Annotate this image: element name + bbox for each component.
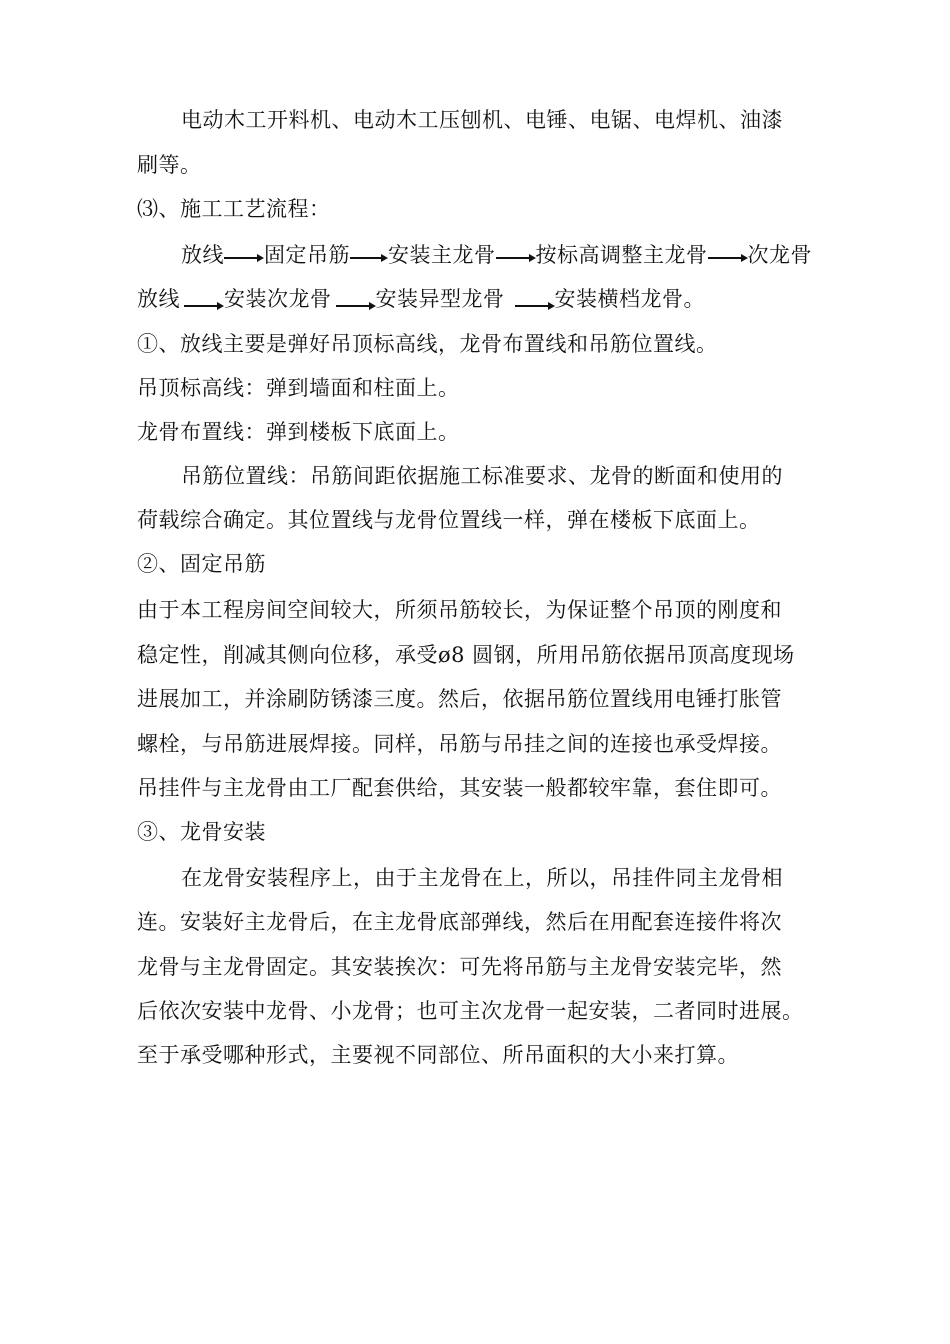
paragraph-line: ①、放线主要是弹好吊顶标高线，龙骨布置线和吊筋位置线。 bbox=[137, 332, 718, 356]
paragraph-line: 稳定性，削减其侧向位移，承受ø8 圆钢，所用吊筋依据吊顶高度现场 bbox=[137, 643, 795, 667]
flow-step: 放线 bbox=[181, 243, 224, 267]
section-heading: ②、固定吊筋 bbox=[137, 552, 266, 576]
paragraph-line: 后依次安装中龙骨、小龙骨；也可主次龙骨一起安装，二者同时进展。 bbox=[137, 999, 804, 1023]
paragraph-line: 刷等。 bbox=[137, 153, 202, 177]
flow-arrow-icon bbox=[224, 240, 264, 270]
flow-step: 放线 bbox=[137, 287, 180, 311]
flow-arrow-icon bbox=[180, 284, 224, 314]
paragraph-line: 螺栓，与吊筋进展焊接。同样，吊筋与吊挂之间的连接也承受焊接。 bbox=[137, 732, 782, 756]
flow-step: 固定吊筋 bbox=[264, 243, 350, 267]
paragraph-line: 电动木工开料机、电动木工压刨机、电锤、电锯、电焊机、油漆 bbox=[181, 108, 783, 132]
flow-step: 安装次龙骨 bbox=[224, 287, 332, 311]
flow-step: 安装横档龙骨。 bbox=[554, 287, 705, 311]
paragraph-line: 至于承受哪种形式，主要视不同部位、所吊面积的大小来打算。 bbox=[137, 1043, 739, 1067]
flow-arrow-icon bbox=[332, 284, 376, 314]
paragraph-line: 吊顶标高线：弹到墙面和柱面上。 bbox=[137, 376, 460, 400]
paragraph-line: 进展加工，并涂刷防锈漆三度。然后，依据吊筋位置线用电锤打胀管 bbox=[137, 687, 782, 711]
paragraph-line: 龙骨布置线：弹到楼板下底面上。 bbox=[137, 420, 460, 444]
paragraph-line: 吊挂件与主龙骨由工厂配套供给，其安装一般都较牢靠，套住即可。 bbox=[137, 776, 782, 800]
process-flow-row-2 bbox=[137, 284, 705, 314]
paragraph-line: 在龙骨安装程序上，由于主龙骨在上，所以，吊挂件同主龙骨相 bbox=[181, 866, 783, 890]
paragraph-line: 由于本工程房间空间较大，所须吊筋较长，为保证整个吊顶的刚度和 bbox=[137, 598, 782, 622]
flow-arrow-icon bbox=[708, 240, 748, 270]
flow-step: 按标高调整主龙骨 bbox=[535, 243, 708, 267]
process-flow-row-1 bbox=[181, 240, 812, 270]
section-heading: ③、龙骨安装 bbox=[137, 820, 266, 844]
paragraph-line: 连。安装好主龙骨后，在主龙骨底部弹线，然后在用配套连接件将次 bbox=[137, 910, 782, 934]
flow-arrow-icon bbox=[515, 284, 555, 314]
flow-step: 次龙骨 bbox=[747, 243, 812, 267]
paragraph-line: 荷载综合确定。其位置线与龙骨位置线一样，弹在楼板下底面上。 bbox=[137, 508, 761, 532]
paragraph-line: 吊筋位置线：吊筋间距依据施工标准要求、龙骨的断面和使用的 bbox=[181, 464, 783, 488]
flow-arrow-icon bbox=[350, 240, 388, 270]
section-heading: ⑶、施工工艺流程： bbox=[137, 197, 331, 221]
flow-arrow-icon bbox=[496, 240, 536, 270]
flow-step: 安装主龙骨 bbox=[388, 243, 496, 267]
paragraph-line: 龙骨与主龙骨固定。其安装挨次：可先将吊筋与主龙骨安装完毕，然 bbox=[137, 955, 782, 979]
flow-step: 安装异型龙骨 bbox=[375, 287, 505, 311]
